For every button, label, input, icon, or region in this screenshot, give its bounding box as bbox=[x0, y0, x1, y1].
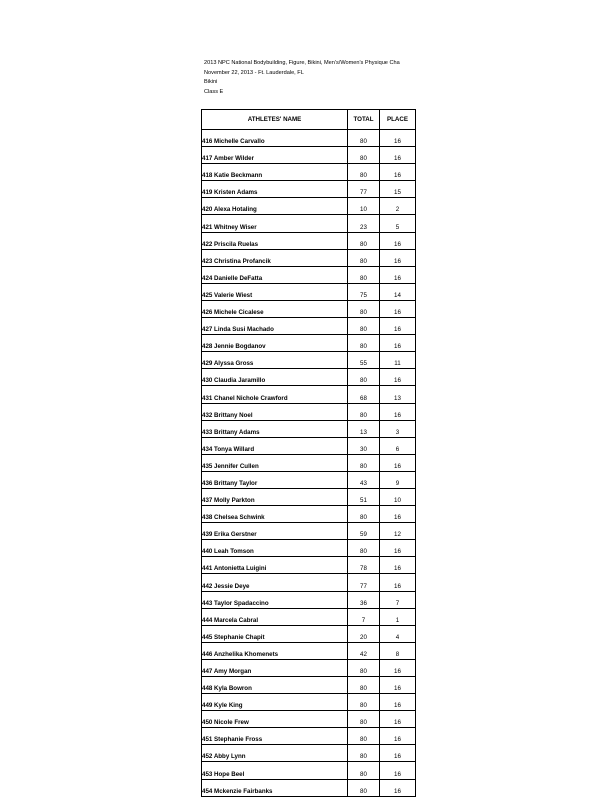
place-cell: 7 bbox=[380, 591, 416, 608]
total-cell: 80 bbox=[348, 266, 380, 283]
athlete-name-cell: 449 Kyle King bbox=[202, 694, 348, 711]
total-cell: 80 bbox=[348, 403, 380, 420]
athlete-name-cell: 420 Alexa Hotaling bbox=[202, 198, 348, 215]
total-cell: 80 bbox=[348, 711, 380, 728]
total-cell: 80 bbox=[348, 249, 380, 266]
table-row bbox=[202, 437, 416, 454]
athlete-name-cell: 441 Antonietta Luigini bbox=[202, 557, 348, 574]
table-row bbox=[202, 694, 416, 711]
place-cell: 16 bbox=[380, 300, 416, 317]
total-cell: 23 bbox=[348, 215, 380, 232]
place-cell: 16 bbox=[380, 249, 416, 266]
place-cell: 12 bbox=[380, 523, 416, 540]
athlete-name-cell: 416 Michelle Carvallo bbox=[202, 130, 348, 147]
table-row bbox=[202, 540, 416, 557]
total-cell: 20 bbox=[348, 625, 380, 642]
total-cell: 7 bbox=[348, 608, 380, 625]
table-header-row bbox=[202, 110, 416, 130]
total-cell: 80 bbox=[348, 164, 380, 181]
table-row bbox=[202, 642, 416, 659]
table-row bbox=[202, 300, 416, 317]
table-row bbox=[202, 352, 416, 369]
total-cell: 80 bbox=[348, 506, 380, 523]
total-cell: 80 bbox=[348, 745, 380, 762]
table-row bbox=[202, 181, 416, 198]
table-row bbox=[202, 711, 416, 728]
total-cell: 80 bbox=[348, 694, 380, 711]
place-cell: 16 bbox=[380, 540, 416, 557]
place-cell: 16 bbox=[380, 130, 416, 147]
total-cell: 13 bbox=[348, 420, 380, 437]
total-cell: 80 bbox=[348, 779, 380, 796]
place-cell: 14 bbox=[380, 283, 416, 300]
athlete-name-cell: 428 Jennie Bogdanov bbox=[202, 335, 348, 352]
athlete-name-cell: 450 Nicole Frew bbox=[202, 711, 348, 728]
table-row bbox=[202, 591, 416, 608]
place-cell: 16 bbox=[380, 779, 416, 796]
table-row bbox=[202, 488, 416, 505]
place-cell: 16 bbox=[380, 318, 416, 335]
place-cell: 11 bbox=[380, 352, 416, 369]
total-cell: 59 bbox=[348, 523, 380, 540]
table-row bbox=[202, 506, 416, 523]
table-body bbox=[202, 130, 416, 797]
place-cell: 16 bbox=[380, 677, 416, 694]
place-cell: 16 bbox=[380, 232, 416, 249]
table-row bbox=[202, 677, 416, 694]
athlete-name-cell: 421 Whitney Wiser bbox=[202, 215, 348, 232]
table-row bbox=[202, 335, 416, 352]
athlete-name-cell: 417 Amber Wilder bbox=[202, 147, 348, 164]
place-cell: 3 bbox=[380, 420, 416, 437]
athlete-name-cell: 422 Priscila Ruelas bbox=[202, 232, 348, 249]
place-cell: 16 bbox=[380, 454, 416, 471]
place-cell: 16 bbox=[380, 745, 416, 762]
athlete-name-cell: 445 Stephanie Chapit bbox=[202, 625, 348, 642]
athlete-name-cell: 419 Kristen Adams bbox=[202, 181, 348, 198]
athlete-name-cell: 423 Christina Profancik bbox=[202, 249, 348, 266]
athlete-name-cell: 432 Brittany Noel bbox=[202, 403, 348, 420]
place-cell: 8 bbox=[380, 642, 416, 659]
total-cell: 75 bbox=[348, 283, 380, 300]
place-cell: 16 bbox=[380, 762, 416, 779]
table-row bbox=[202, 164, 416, 181]
total-cell: 36 bbox=[348, 591, 380, 608]
place-cell: 16 bbox=[380, 266, 416, 283]
place-cell: 16 bbox=[380, 335, 416, 352]
place-cell: 15 bbox=[380, 181, 416, 198]
table-row bbox=[202, 318, 416, 335]
place-cell: 9 bbox=[380, 471, 416, 488]
athlete-name-cell: 439 Erika Gerstner bbox=[202, 523, 348, 540]
table-row bbox=[202, 386, 416, 403]
total-cell: 77 bbox=[348, 574, 380, 591]
table-row bbox=[202, 574, 416, 591]
total-cell: 80 bbox=[348, 677, 380, 694]
place-cell: 13 bbox=[380, 386, 416, 403]
total-cell: 80 bbox=[348, 147, 380, 164]
total-cell: 80 bbox=[348, 369, 380, 386]
place-cell: 6 bbox=[380, 437, 416, 454]
athlete-name-cell: 442 Jessie Deye bbox=[202, 574, 348, 591]
division-label: Bikini bbox=[204, 79, 218, 86]
athlete-name-cell: 429 Alyssa Gross bbox=[202, 352, 348, 369]
athlete-name-cell: 418 Katie Beckmann bbox=[202, 164, 348, 181]
total-cell: 80 bbox=[348, 454, 380, 471]
column-header-name: ATHLETES' NAME bbox=[202, 110, 348, 130]
place-cell: 16 bbox=[380, 506, 416, 523]
athlete-name-cell: 434 Tonya Willard bbox=[202, 437, 348, 454]
athlete-name-cell: 431 Chanel Nichole Crawford bbox=[202, 386, 348, 403]
athlete-name-cell: 452 Abby Lynn bbox=[202, 745, 348, 762]
place-cell: 16 bbox=[380, 711, 416, 728]
total-cell: 80 bbox=[348, 728, 380, 745]
athlete-name-cell: 451 Stephanie Fross bbox=[202, 728, 348, 745]
total-cell: 80 bbox=[348, 762, 380, 779]
total-cell: 80 bbox=[348, 659, 380, 676]
athlete-name-cell: 435 Jennifer Cullen bbox=[202, 454, 348, 471]
table-row bbox=[202, 403, 416, 420]
total-cell: 43 bbox=[348, 471, 380, 488]
table-row bbox=[202, 249, 416, 266]
athlete-name-cell: 426 Michele Cicalese bbox=[202, 300, 348, 317]
place-cell: 16 bbox=[380, 694, 416, 711]
table-row bbox=[202, 198, 416, 215]
table-row bbox=[202, 147, 416, 164]
column-header-total: TOTAL bbox=[348, 110, 380, 130]
table-row bbox=[202, 659, 416, 676]
athlete-name-cell: 438 Chelsea Schwink bbox=[202, 506, 348, 523]
athlete-name-cell: 448 Kyla Bowron bbox=[202, 677, 348, 694]
column-header-place: PLACE bbox=[380, 110, 416, 130]
total-cell: 42 bbox=[348, 642, 380, 659]
table-row bbox=[202, 420, 416, 437]
athlete-name-cell: 446 Anzhelika Khomenets bbox=[202, 642, 348, 659]
place-cell: 2 bbox=[380, 198, 416, 215]
table-row bbox=[202, 745, 416, 762]
document-header bbox=[204, 59, 414, 97]
athlete-name-cell: 424 Danielle DeFatta bbox=[202, 266, 348, 283]
place-cell: 16 bbox=[380, 574, 416, 591]
table-row bbox=[202, 283, 416, 300]
athlete-name-cell: 436 Brittany Taylor bbox=[202, 471, 348, 488]
table-row bbox=[202, 728, 416, 745]
athlete-name-cell: 427 Linda Susi Machado bbox=[202, 318, 348, 335]
athlete-name-cell: 443 Taylor Spadaccino bbox=[202, 591, 348, 608]
total-cell: 77 bbox=[348, 181, 380, 198]
athlete-name-cell: 440 Leah Tomson bbox=[202, 540, 348, 557]
event-date-location: November 22, 2013 - Ft. Lauderdale, FL bbox=[204, 69, 304, 76]
table-row bbox=[202, 232, 416, 249]
total-cell: 80 bbox=[348, 335, 380, 352]
table-row bbox=[202, 779, 416, 796]
place-cell: 16 bbox=[380, 728, 416, 745]
table-row bbox=[202, 762, 416, 779]
athlete-name-cell: 447 Amy Morgan bbox=[202, 659, 348, 676]
athlete-name-cell: 453 Hope Beel bbox=[202, 762, 348, 779]
table-row bbox=[202, 523, 416, 540]
total-cell: 80 bbox=[348, 300, 380, 317]
event-title: 2013 NPC National Bodybuilding, Figure, Bikini, Men's/Women's Physique Cha bbox=[204, 60, 400, 66]
table-row bbox=[202, 625, 416, 642]
table-row bbox=[202, 608, 416, 625]
place-cell: 16 bbox=[380, 164, 416, 181]
total-cell: 78 bbox=[348, 557, 380, 574]
place-cell: 1 bbox=[380, 608, 416, 625]
athlete-name-cell: 444 Marcela Cabral bbox=[202, 608, 348, 625]
total-cell: 55 bbox=[348, 352, 380, 369]
athlete-name-cell: 437 Molly Parkton bbox=[202, 488, 348, 505]
place-cell: 16 bbox=[380, 369, 416, 386]
athlete-name-cell: 430 Claudia Jaramillo bbox=[202, 369, 348, 386]
place-cell: 10 bbox=[380, 488, 416, 505]
place-cell: 16 bbox=[380, 659, 416, 676]
total-cell: 80 bbox=[348, 540, 380, 557]
table-row bbox=[202, 369, 416, 386]
table-row bbox=[202, 130, 416, 147]
place-cell: 16 bbox=[380, 557, 416, 574]
table-row bbox=[202, 215, 416, 232]
table-row bbox=[202, 471, 416, 488]
class-label: Class E bbox=[204, 88, 224, 95]
total-cell: 68 bbox=[348, 386, 380, 403]
place-cell: 16 bbox=[380, 147, 416, 164]
athlete-name-cell: 454 Mckenzie Fairbanks bbox=[202, 779, 348, 796]
total-cell: 80 bbox=[348, 318, 380, 335]
total-cell: 10 bbox=[348, 198, 380, 215]
table-row bbox=[202, 266, 416, 283]
place-cell: 5 bbox=[380, 215, 416, 232]
total-cell: 30 bbox=[348, 437, 380, 454]
total-cell: 80 bbox=[348, 232, 380, 249]
table-row bbox=[202, 454, 416, 471]
results-table bbox=[201, 109, 416, 797]
place-cell: 16 bbox=[380, 403, 416, 420]
total-cell: 80 bbox=[348, 130, 380, 147]
total-cell: 51 bbox=[348, 488, 380, 505]
table-row bbox=[202, 557, 416, 574]
athlete-name-cell: 425 Valerie Wiest bbox=[202, 283, 348, 300]
athlete-name-cell: 433 Brittany Adams bbox=[202, 420, 348, 437]
place-cell: 4 bbox=[380, 625, 416, 642]
